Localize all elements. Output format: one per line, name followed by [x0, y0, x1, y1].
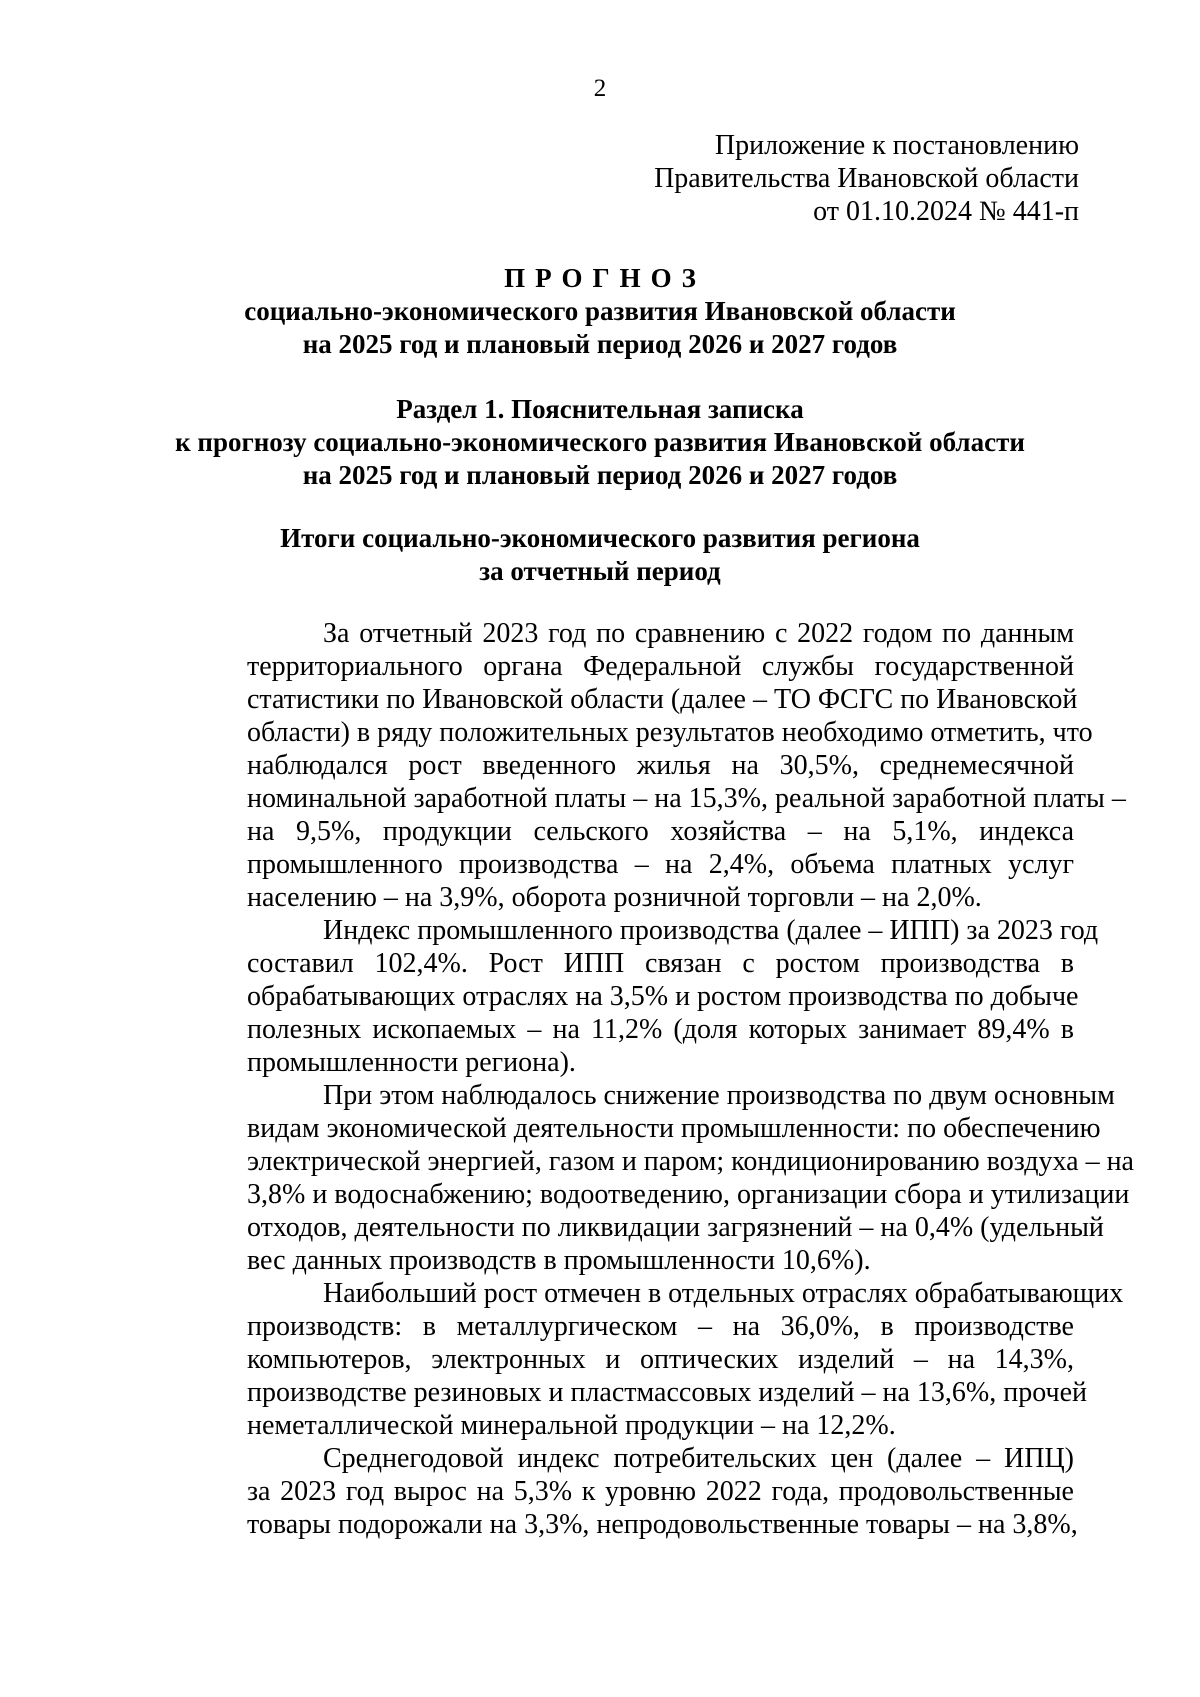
text-line: неметаллической минеральной продукции – на 12,2%.: [247, 1410, 896, 1441]
text-line: производств: в металлургическом – на 36,0%, в производстве: [247, 1311, 1074, 1342]
paragraph: [171, 914, 1099, 1079]
paragraph: [171, 617, 1126, 914]
text-line: промышленного производства – на 2,4%, объема платных услуг: [247, 849, 1074, 880]
text-line: электрической энергией, газом и паром; кондиционированию воздуха – на: [247, 1146, 1134, 1177]
results-heading-line: Итоги социально-экономического развития региона: [280, 523, 920, 553]
text-line: При этом наблюдалось снижение производства по двум основным: [323, 1080, 1115, 1111]
text-line: наблюдался рост введенного жилья на 30,5%, среднемесячной: [247, 750, 1074, 781]
text-line: Наибольший рост отмечен в отдельных отраслях обрабатывающих: [323, 1278, 1124, 1309]
text-line: Среднегодовой индекс потребительских цен (далее – ИПЦ): [323, 1443, 1074, 1474]
results-heading-line: за отчетный период: [479, 556, 721, 586]
text-line: отходов, деятельности по ликвидации загрязнений – на 0,4% (удельный: [247, 1212, 1104, 1243]
text-line: обрабатывающих отраслях на 3,5% и ростом производства по добыче: [247, 981, 1079, 1012]
paragraph: [171, 1079, 1134, 1277]
text-line: 3,8% и водоснабжению; водоотведению, организации сбора и утилизации: [247, 1179, 1130, 1210]
results-heading: [0, 522, 1200, 588]
text-line: Индекс промышленного производства (далее – ИПП) за 2023 год: [323, 915, 1099, 946]
text-line: За отчетный 2023 год по сравнению с 2022 годом по данным: [323, 618, 1074, 649]
section-heading-line: к прогнозу социально-экономического развития Ивановской области: [175, 427, 1025, 457]
text-line: за 2023 год вырос на 5,3% к уровню 2022 года, продовольственные: [247, 1476, 1074, 1507]
paragraph: [171, 1442, 1078, 1541]
approval-line: Правительства Ивановской области: [654, 163, 1079, 194]
section-heading-line: на 2025 год и плановый период 2026 и 2027 годов: [302, 460, 898, 490]
text-line: полезных ископаемых – на 11,2% (доля которых занимает 89,4% в: [247, 1014, 1074, 1045]
title-word: ПРОГНОЗ: [504, 263, 706, 293]
text-line: производстве резиновых и пластмассовых изделий – на 13,6%, прочей: [247, 1377, 1087, 1408]
approval-stamp-block: [654, 129, 1079, 228]
text-line: вес данных производств в промышленности 10,6%).: [247, 1245, 871, 1276]
text-line: компьютеров, электронных и оптических изделий – на 14,3%,: [247, 1344, 1074, 1375]
body-text: [171, 617, 1134, 1541]
title-line: социально-экономического развития Ивановской области: [244, 296, 956, 326]
text-line: составил 102,4%. Рост ИПП связан с ростом производства в: [247, 948, 1074, 979]
text-line: статистики по Ивановской области (далее – ТО ФСГС по Ивановской: [247, 684, 1078, 715]
section-heading-line: Раздел 1. Пояснительная записка: [396, 394, 804, 424]
text-line: товары подорожали на 3,3%, непродовольственные товары – на 3,8%,: [247, 1509, 1078, 1540]
title-line: на 2025 год и плановый период 2026 и 2027 годов: [302, 329, 898, 359]
page-number: 2: [593, 75, 607, 102]
text-line: номинальной заработной платы – на 15,3%, реальной заработной платы –: [247, 783, 1126, 814]
text-line: территориального органа Федеральной службы государственной: [247, 651, 1074, 682]
text-line: населению – на 3,9%, оборота розничной торговли – на 2,0%.: [247, 882, 982, 913]
text-line: промышленности региона).: [247, 1047, 576, 1078]
text-line: видам экономической деятельности промышленности: по обеспечению: [247, 1113, 1101, 1144]
document-title: [0, 262, 1200, 361]
approval-line: Приложение к постановлению: [714, 130, 1079, 161]
paragraph: [171, 1277, 1124, 1442]
approval-line: от 01.10.2024 № 441-п: [813, 196, 1079, 227]
text-line: на 9,5%, продукции сельского хозяйства – на 5,1%, индекса: [247, 816, 1074, 847]
text-line: области) в ряду положительных результатов необходимо отметить, что: [247, 717, 1093, 748]
section-heading: [0, 393, 1200, 492]
